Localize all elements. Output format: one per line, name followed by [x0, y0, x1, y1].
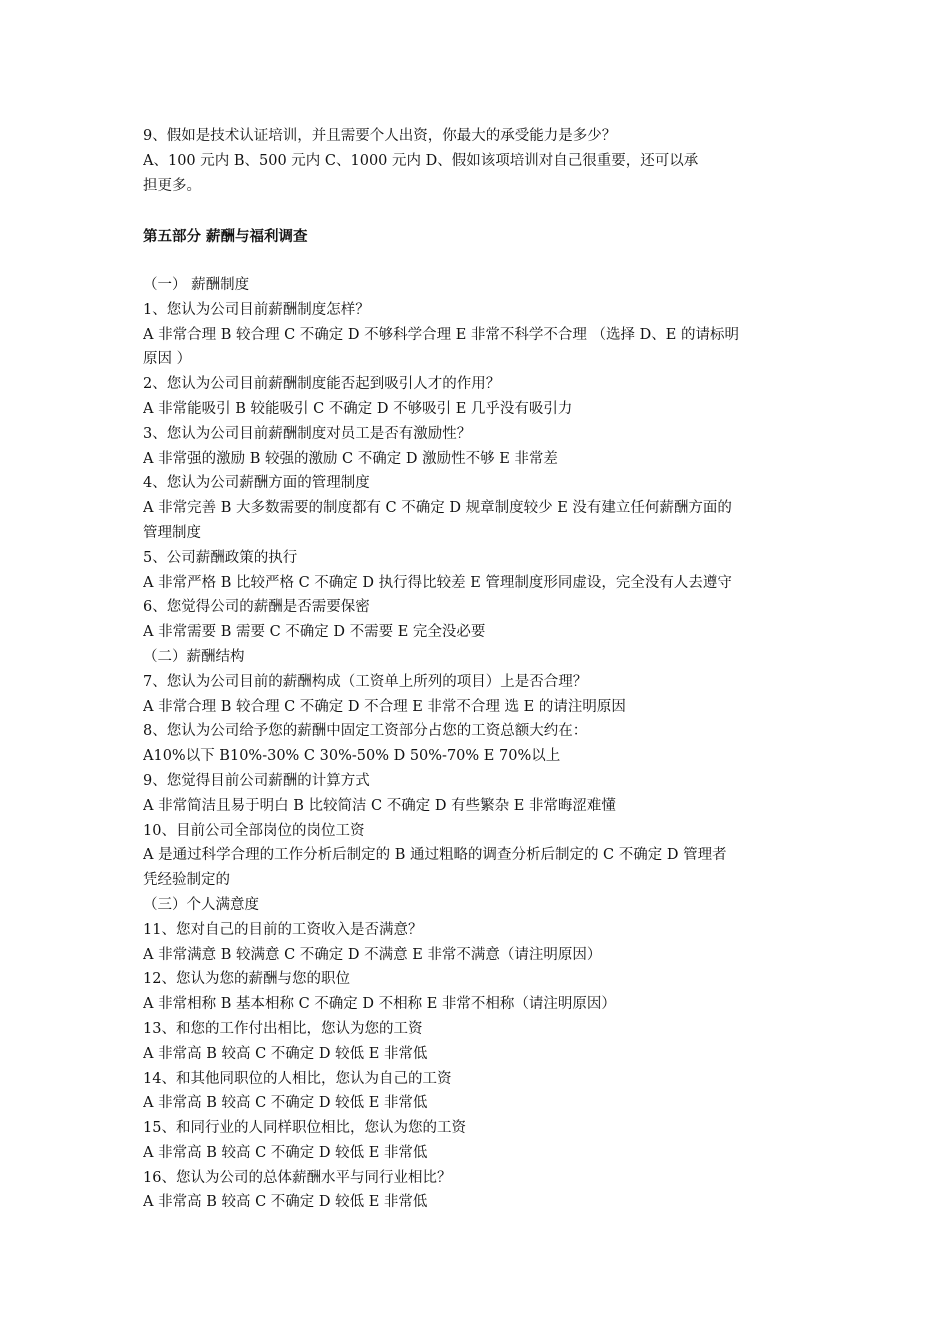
- question-text: 6、您觉得公司的薪酬是否需要保密: [143, 599, 370, 616]
- question-text: 3、您认为公司目前薪酬制度对员工是否有激励性？: [143, 425, 472, 442]
- answer-options: A 非常高 B 较高 C 不确定 D 较低 E 非常低: [143, 1095, 428, 1112]
- question-text: 9、您觉得目前公司薪酬的计算方式: [143, 772, 370, 789]
- answer-options: A10%以下 B10%-30% C 30%-50% D 50%-70% E 70%以上: [143, 748, 561, 765]
- section-heading: （二）薪酬结构: [143, 648, 245, 665]
- answer-options: A 非常合理 B 较合理 C 不确定 D 不够科学合理 E 非常不科学不合理 （选择 D、E 的请标明: [143, 326, 739, 343]
- section-heading: （一） 薪酬制度: [143, 277, 250, 293]
- question-text: 12、您认为您的薪酬与您的职位: [143, 971, 350, 988]
- question-text: 15、和同行业的人同样职位相比，您认为您的工资: [143, 1120, 466, 1137]
- section-heading: （三）个人满意度: [143, 896, 259, 913]
- answer-options: A 非常满意 B 较满意 C 不确定 D 不满意 E 非常不满意（请注明原因）: [143, 946, 602, 963]
- survey-body: [143, 273, 813, 1215]
- answer-options: A 非常合理 B 较合理 C 不确定 D 不合理 E 非常不合理 选 E 的请注明原因: [143, 698, 626, 715]
- answer-options: A 非常高 B 较高 C 不确定 D 较低 E 非常低: [143, 1194, 428, 1211]
- question-text: 5、公司薪酬政策的执行: [143, 549, 298, 566]
- answer-options: A 非常简洁且易于明白 B 比较简洁 C 不确定 D 有些繁杂 E 非常晦涩难懂: [143, 797, 616, 814]
- question-text: 11、您对自己的目前的工资收入是否满意？: [143, 921, 423, 938]
- answer-options-cont: 原因 ）: [143, 351, 192, 368]
- answer-options: A 非常高 B 较高 C 不确定 D 较低 E 非常低: [143, 1144, 428, 1161]
- question-text: 13、和您的工作付出相比，您认为您的工资: [143, 1020, 423, 1037]
- part-five-heading-block: [143, 225, 813, 250]
- answer-options: A 非常完善 B 大多数需要的制度都有 C 不确定 D 规章制度较少 E 没有建立任何薪酬方面的: [143, 500, 732, 517]
- answer-options-cont: 凭经验制定的: [143, 872, 230, 889]
- question-text: 14、和其他同职位的人相比，您认为自己的工资: [143, 1070, 452, 1087]
- answer-options: A 非常相称 B 基本相称 C 不确定 D 不相称 E 非常不相称（请注明原因）: [143, 996, 616, 1013]
- question-text: 10、目前公司全部岗位的岗位工资: [143, 822, 365, 839]
- question-9-block: [143, 124, 813, 198]
- question-9-title: 9、假如是技术认证培训，并且需要个人出资，你最大的承受能力是多少？: [143, 128, 617, 144]
- question-text: 1、您认为公司目前薪酬制度怎样？: [143, 301, 370, 318]
- answer-options: A 非常高 B 较高 C 不确定 D 较低 E 非常低: [143, 1045, 428, 1062]
- question-text: 2、您认为公司目前薪酬制度能否起到吸引人才的作用？: [143, 376, 501, 393]
- part-heading: 第五部分 薪酬与福利调查: [143, 229, 308, 245]
- question-9-options: A、100 元内 B、500 元内 C、1000 元内 D、假如该项培训对自己很重要，还可以承: [143, 152, 699, 169]
- answer-options: A 非常能吸引 B 较能吸引 C 不确定 D 不够吸引 E 几乎没有吸引力: [143, 400, 573, 417]
- question-9-options-cont: 担更多。: [143, 177, 201, 194]
- answer-options: A 非常严格 B 比较严格 C 不确定 D 执行得比较差 E 管理制度形同虚设，完全没有人去遵守: [143, 574, 732, 591]
- answer-options: A 非常需要 B 需要 C 不确定 D 不需要 E 完全没必要: [143, 624, 486, 641]
- question-text: 4、您认为公司薪酬方面的管理制度: [143, 475, 370, 492]
- question-text: 16、您认为公司的总体薪酬水平与同行业相比？: [143, 1169, 452, 1186]
- answer-options: A 非常强的激励 B 较强的激励 C 不确定 D 激励性不够 E 非常差: [143, 450, 558, 467]
- answer-options-cont: 管理制度: [143, 524, 201, 541]
- answer-options: A 是通过科学合理的工作分析后制定的 B 通过粗略的调查分析后制定的 C 不确定 D 管理者: [143, 847, 727, 864]
- question-text: 7、您认为公司目前的薪酬构成（工资单上所列的项目）上是否合理？: [143, 673, 588, 690]
- question-text: 8、您认为公司给予您的薪酬中固定工资部分占您的工资总额大约在：: [143, 723, 588, 740]
